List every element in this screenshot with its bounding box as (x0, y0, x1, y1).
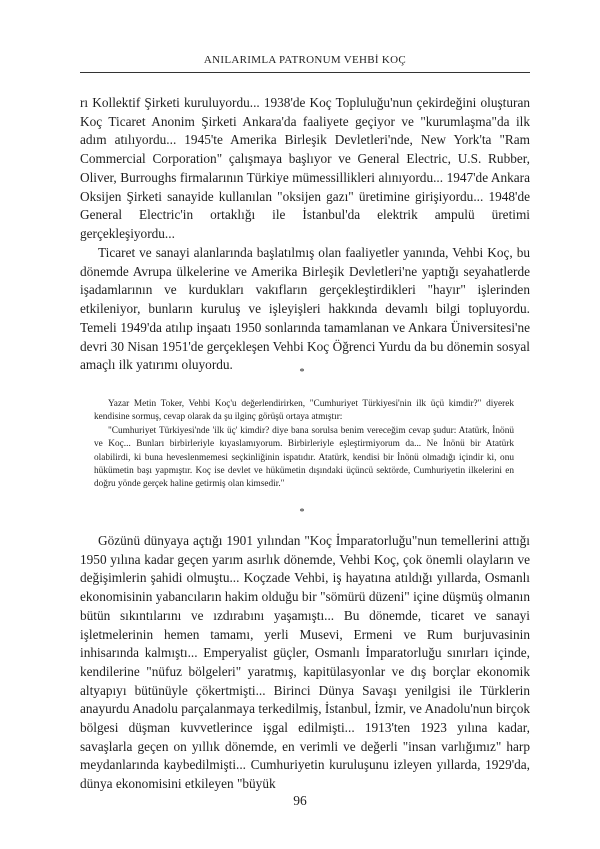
page-number: 96 (293, 793, 307, 808)
body-paragraph-3: Gözünü dünyaya açtığı 1901 yılından "Koç İmparatorluğu"nun temellerini attığı 1950 yılına kadar geçen yarım asırlık dönemde, Vehbi Koç, çok önemli olayların ve değişimlerin şahidi olmuştu... Koçzade Vehbi, iş hayatına atıldığı yıllarda, Osmanlı ekonomisinin yabancıların hakim olduğu bir "sömürü düzeni" içine düşmüş olmanın bütün sıkıntılarını ve ızdırabını yaşamıştı... Bu dönemde, ticaret ve sanayi işletmelerinin hemen tamamı, yerli Musevi, Ermeni ve Rum burjuvasinin inhisarında kalmıştı... Emperyalist güçler, Osmanlı İmparatorluğu sınırları içinde, kendilerine "nüfuz bölgeleri" yaratmış, kapitülasyonlar ve dış borçlar ekonomik altyapıyı bütünüyle çökertmişti... Birinci Dünya Savaşı yenilgisi ile Türklerin anayurdu Anadolu parçalanmaya terkedilmiş, İstanbul, İzmir, ve Anadolu'nun birçok bölgesi düşman kuvvetlerince işgal edilmişti... 1913'ten 1923 yılına kadar, savaşlarla geçen on yıllık dönemde, en verimli ve değerli "insan varlığımız" harp meydanlarında kaybedilmişti... Cumhuriyetin kuruluşunu izleyen yıllarda, 1929'da, dünya ekonomisini etkileyen "büyük (80, 533, 530, 792)
section-separator-1: * (299, 367, 305, 378)
quote-note-text: "Cumhuriyet Türkiyesi'nde 'ilk üç' kimdir? diye bana sorulsa benim vereceğim cevap şudur: Atatürk, İnönü ve Koç... Bunları birbirleriyle kıyaslamıyorum. Birbirleriyle eşleştirmiyorum da... Ne İnönü bir Atatürk olabilirdi, ki buna heveslenmemesi seçkinliğinin ispatıdır. Atatürk, kendisi bir İnönü olmadığı içindir ki, onu hükümetin başı yapmıştır. Koç ise devlet ve hükümetin dışındaki üçüncü sektörde, Cumhuriyetin ilkelerini en doğru yönde gerçek haline getirmiş olan kimsedir." (94, 426, 514, 490)
body-paragraph-1: rı Kollektif Şirketi kuruluyordu... 1938'de Koç Topluluğu'nun çekirdeğini oluşturan Koç Ticaret Anonim Şirketi Ankara'da faaliyete geçiyor ve "kurumlaşma"da ilk adım atılıyordu... 1945'te Amerika Birleşik Devletleri'nde, New York'ta "Ram Commercial Corporation" çalışmaya başlıyor ve General Electric, U.S. Rubber, Oliver, Burroughs firmalarının Türkiye mümessillikleri alınıyordu... 1947'de Ankara Oksijen Şirketi sanayide kullanılan "oksijen gazı" üretimine girişiyordu... 1948'de General Electric'in ortaklığı ile İstanbul'da elektrik ampulü üretimi gerçekleşiyordu... (80, 95, 530, 241)
header-rule (80, 72, 530, 73)
body-paragraph-2: Ticaret ve sanayi alanlarında başlatılmış olan faaliyetler yanında, Vehbi Koç, bu dönemde Avrupa ülkelerine ve Amerika Birleşik Devletleri'ne yaptığı seyahatlerde işadamlarının ve kurdukları vakıfların gerçekleştirdikleri "hayır" işlerinden etkileniyor, bunların kuruluş ve işleyişleri hakkında devamlı bilgi topluyordu. Temeli 1949'da atılıp inşaatı 1950 sonlarında tamamlanan ve Ankara Üniversitesi'ne devri 30 Nisan 1951'de gerçekleşen Vehbi Koç Öğrenci Yurdu da bu dönemin sosyal amaçlı ilk yatırımı oluyordu. (80, 245, 530, 373)
section-separator-2: * (299, 507, 305, 518)
quote-note-intro: Yazar Metin Toker, Vehbi Koç'u değerlendirirken, "Cumhuriyet Türkiyesi'nin ilk üçü kimdir?" diyerek kendisine sormuş, cevap olarak da şu ilginç görüşü ortaya atmıştır: (94, 399, 514, 423)
running-header: ANILARIMLA PATRONUM VEHBİ KOÇ (203, 54, 407, 66)
